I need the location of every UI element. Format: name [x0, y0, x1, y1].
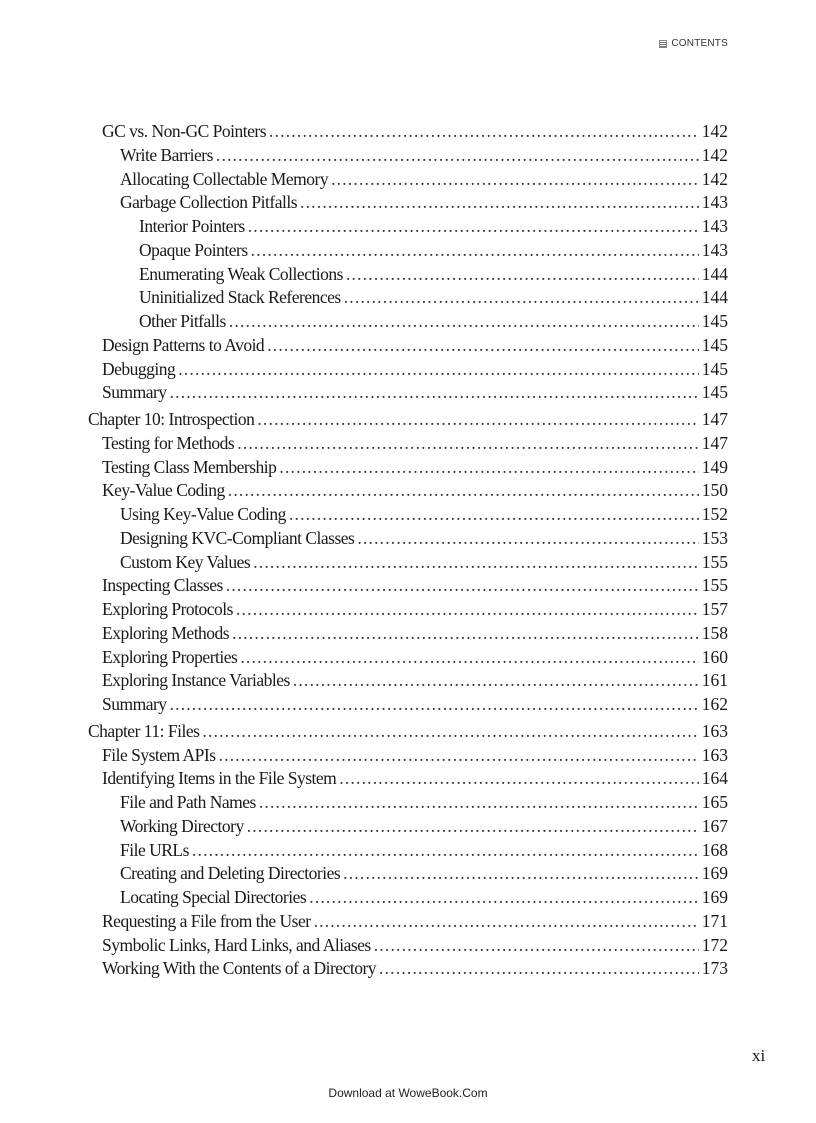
dot-leader — [248, 215, 699, 239]
toc-entry-title: GC vs. Non-GC Pointers — [102, 121, 267, 141]
toc-entry[interactable] — [88, 622, 728, 646]
toc-entry-title: Uninitialized Stack References — [139, 287, 341, 308]
running-head-label: CONTENTS — [671, 38, 728, 49]
page-number: xi — [752, 1046, 766, 1065]
toc-entry-title: Design Patterns to Avoid — [102, 334, 265, 355]
toc-entry[interactable] — [88, 120, 728, 144]
toc-entry-title: Inspecting Classes — [102, 575, 223, 596]
toc-entry[interactable] — [88, 574, 728, 598]
toc-entry-page: 160 — [701, 646, 728, 667]
dot-leader — [228, 479, 699, 503]
dot-leader — [247, 815, 699, 839]
dot-leader — [178, 358, 698, 382]
toc-entry[interactable] — [88, 934, 728, 958]
toc-entry-title: Summary — [102, 382, 167, 403]
dot-leader — [253, 551, 699, 575]
dot-leader — [170, 693, 699, 717]
toc-entry-page: 145 — [701, 311, 728, 331]
toc-entry-page: 142 — [701, 168, 728, 189]
toc-entry-title: Testing Class Membership — [102, 456, 277, 477]
toc-entry-title: Allocating Collectable Memory — [120, 168, 329, 189]
dot-leader — [343, 862, 699, 886]
toc-entry-page: 143 — [701, 192, 728, 213]
toc-entry[interactable] — [88, 456, 728, 480]
toc-entry[interactable] — [88, 910, 728, 934]
dot-leader — [279, 456, 698, 480]
toc-entry[interactable] — [88, 358, 728, 382]
dot-leader — [240, 646, 698, 670]
dot-leader — [170, 381, 699, 405]
contents-square-icon — [659, 40, 667, 48]
dot-leader — [293, 669, 699, 693]
toc-entry-title: Requesting a File from the User — [102, 910, 311, 931]
toc-entry[interactable] — [88, 886, 728, 910]
toc-entry[interactable] — [88, 503, 728, 527]
toc-entry-title: Summary — [102, 694, 167, 714]
toc-entry-page: 147 — [701, 432, 728, 453]
dot-leader — [226, 574, 699, 598]
toc-entry[interactable] — [88, 744, 728, 768]
dot-leader — [269, 120, 699, 144]
dot-leader — [216, 144, 699, 168]
dot-leader — [344, 286, 699, 310]
dot-leader — [202, 720, 698, 744]
toc-entry-title: Locating Special Directories — [120, 887, 307, 907]
toc-entry-title: Designing KVC-Compliant Classes — [120, 527, 355, 548]
toc-entry-page: 173 — [701, 958, 728, 979]
toc-entry-title: Exploring Protocols — [102, 599, 233, 619]
toc-entry-title: Other Pitfalls — [139, 311, 226, 331]
toc-entry[interactable] — [88, 168, 728, 192]
dot-leader — [374, 934, 699, 958]
toc-entry-page: 145 — [701, 382, 728, 403]
toc-entry-page: 149 — [701, 456, 728, 477]
dot-leader — [379, 957, 699, 981]
toc-entry-title: Identifying Items in the File System — [102, 768, 337, 789]
dot-leader — [219, 744, 699, 768]
toc-entry-page: 172 — [701, 934, 728, 955]
toc-entry-title: Testing for Methods — [102, 432, 235, 453]
toc-entry[interactable] — [88, 646, 728, 670]
toc-entry-page: 150 — [701, 480, 728, 501]
toc-entry-page: 169 — [701, 863, 728, 884]
toc-entry-page: 147 — [701, 409, 728, 429]
dot-leader — [236, 598, 699, 622]
toc-entry[interactable] — [88, 239, 728, 263]
toc-entry-title: File URLs — [120, 839, 189, 860]
table-of-contents — [88, 120, 728, 981]
dot-leader — [357, 527, 698, 551]
toc-entry-page: 144 — [701, 287, 728, 308]
toc-entry[interactable] — [88, 432, 728, 456]
toc-entry-page: 143 — [701, 239, 728, 260]
toc-entry[interactable] — [88, 791, 728, 815]
dot-leader — [339, 767, 698, 791]
toc-entry-title: Write Barriers — [120, 144, 213, 165]
toc-entry[interactable] — [88, 551, 728, 575]
toc-entry-title: Creating and Deleting Directories — [120, 863, 341, 884]
toc-entry-title: Chapter 11: Files — [88, 720, 200, 741]
dot-leader — [259, 791, 699, 815]
toc-entry-page: 155 — [701, 551, 728, 572]
toc-entry[interactable] — [88, 957, 728, 981]
toc-entry-page: 142 — [701, 121, 728, 141]
toc-entry-title: Interior Pointers — [139, 216, 245, 236]
toc-entry-title: Working Directory — [120, 815, 244, 836]
dot-leader — [232, 622, 699, 646]
toc-entry-page: 163 — [701, 720, 728, 741]
dot-leader — [229, 310, 699, 334]
dot-leader — [289, 503, 699, 527]
dot-leader — [251, 239, 699, 263]
toc-entry-page: 155 — [701, 575, 728, 596]
toc-entry[interactable] — [88, 215, 728, 239]
toc-entry[interactable] — [88, 839, 728, 863]
toc-entry-title: Symbolic Links, Hard Links, and Aliases — [102, 934, 371, 955]
toc-entry-title: Garbage Collection Pitfalls — [120, 192, 298, 213]
toc-entry-title: Debugging — [102, 358, 176, 379]
toc-entry-page: 162 — [701, 694, 728, 714]
toc-entry[interactable] — [88, 334, 728, 358]
toc-entry-page: 158 — [701, 622, 728, 643]
toc-entry-page: 157 — [701, 599, 728, 619]
toc-entry-title: Opaque Pointers — [139, 239, 248, 260]
toc-entry-title: Working With the Contents of a Directory — [102, 958, 377, 979]
toc-entry-page: 143 — [701, 216, 728, 236]
toc-entry-title: Chapter 10: Introspection — [88, 409, 255, 429]
dot-leader — [309, 886, 699, 910]
dot-leader — [192, 839, 699, 863]
toc-entry-page: 163 — [701, 744, 728, 765]
toc-entry-page: 164 — [701, 768, 728, 789]
toc-entry[interactable] — [88, 144, 728, 168]
toc-entry[interactable] — [88, 815, 728, 839]
toc-entry[interactable] — [88, 286, 728, 310]
toc-entry-page: 144 — [701, 263, 728, 284]
toc-entry[interactable] — [88, 767, 728, 791]
toc-entry-title: Enumerating Weak Collections — [139, 263, 343, 284]
toc-entry-title: Exploring Methods — [102, 622, 230, 643]
toc-entry[interactable] — [88, 381, 728, 405]
toc-entry-title: Key-Value Coding — [102, 480, 225, 501]
toc-entry-page: 142 — [701, 144, 728, 165]
toc-entry-page: 153 — [701, 527, 728, 548]
toc-entry-page: 167 — [701, 815, 728, 836]
toc-entry-title: Using Key-Value Coding — [120, 504, 286, 524]
toc-entry[interactable] — [88, 191, 728, 215]
toc-entry-page: 145 — [701, 334, 728, 355]
toc-entry-page: 152 — [701, 504, 728, 524]
toc-chapter-entry[interactable] — [88, 720, 728, 744]
toc-entry-page: 168 — [701, 839, 728, 860]
toc-entry-page: 145 — [701, 358, 728, 379]
toc-entry-title: Custom Key Values — [120, 551, 251, 572]
toc-entry[interactable] — [88, 310, 728, 334]
dot-leader — [314, 910, 699, 934]
running-head — [659, 38, 728, 49]
toc-entry-title: File System APIs — [102, 744, 216, 765]
toc-entry[interactable] — [88, 263, 728, 287]
dot-leader — [300, 191, 699, 215]
toc-entry[interactable] — [88, 693, 728, 717]
toc-entry-page: 171 — [701, 910, 728, 931]
dot-leader — [267, 334, 699, 358]
toc-entry-page: 169 — [701, 887, 728, 907]
dot-leader — [257, 408, 698, 432]
toc-entry[interactable] — [88, 598, 728, 622]
toc-entry-title: Exploring Instance Variables — [102, 670, 290, 691]
toc-entry-title: File and Path Names — [120, 792, 256, 812]
toc-entry[interactable] — [88, 862, 728, 886]
dot-leader — [346, 263, 699, 287]
footer-credit: Download at WoweBook.Com — [328, 1086, 488, 1100]
toc-entry-page: 161 — [701, 670, 728, 691]
toc-entry[interactable] — [88, 669, 728, 693]
dot-leader — [237, 432, 699, 456]
toc-chapter-entry[interactable] — [88, 408, 728, 432]
toc-entry[interactable] — [88, 479, 728, 503]
toc-entry-title: Exploring Properties — [102, 646, 238, 667]
toc-entry-page: 165 — [701, 792, 728, 812]
toc-entry[interactable] — [88, 527, 728, 551]
dot-leader — [331, 168, 699, 192]
